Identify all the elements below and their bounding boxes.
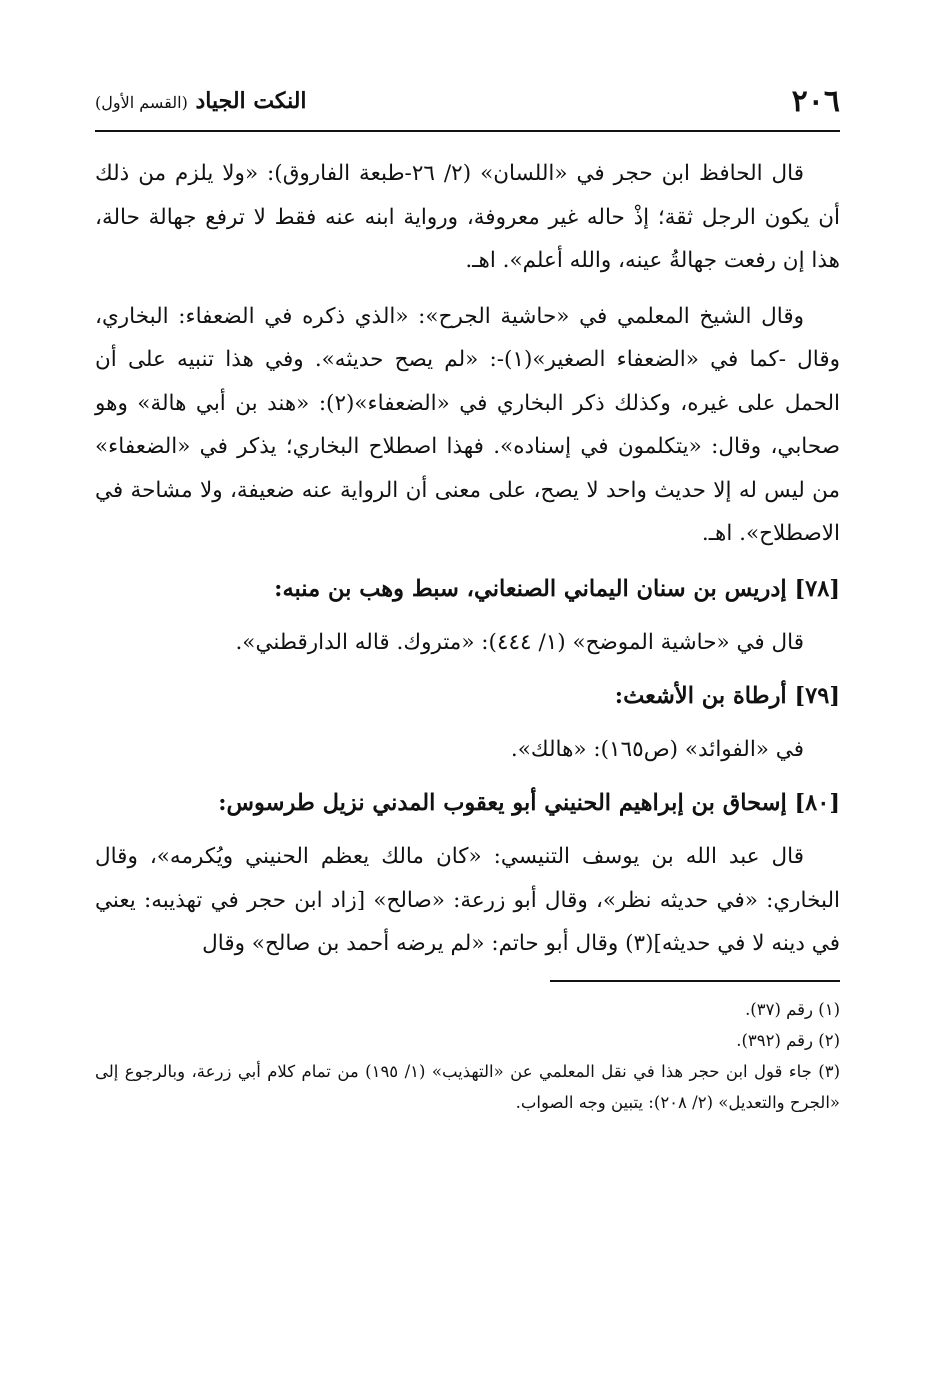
book-section: (القسم الأول) — [95, 93, 188, 112]
book-title: النكت الجياد — [195, 88, 307, 114]
entry-heading-79: [٧٩] أرطاة بن الأشعث: — [614, 682, 840, 709]
page-body — [95, 152, 840, 966]
page-header — [95, 80, 840, 132]
entry-text-79: في «الفوائد» (ص١٦٥): «هالك». — [510, 737, 804, 762]
entry-text-80: قال عبد الله بن يوسف التنيسي: «كان مالك يعظم الحنيني ويُكرمه»، وقال البخاري: «في حديثه نظر»، وقال أبو زرعة: «صالح» [زاد ابن حجر في تهذيبه: يعني في دينه لا في حديثه](٣) وقال أبو حاتم: «لم يرضه أحمد بن صالح» وقال — [95, 844, 840, 956]
entry-heading-80: [٨٠] إسحاق بن إبراهيم الحنيني أبو يعقوب المدني نزيل طرسوس: — [218, 789, 840, 816]
paragraph-muallimi-quote: وقال الشيخ المعلمي في «حاشية الجرح»: «الذي ذكره في الضعفاء: البخاري، وقال -كما في «الضعفاء الصغير»(١)-: «لم يصح حديثه». وفي هذا تنبيه على أن الحمل على غيره، وكذلك ذكر البخاري في «الضعفاء»(٢): «هند بن أبي هالة» وهو صحابي، وقال: «يتكلمون في إسناده». فهذا اصطلاح البخاري؛ يذكر في «الضعفاء» من ليس له إلا حديث واحد لا يصح، على معنى أن الرواية عنه ضعيفة، ولا مشاحة في الاصطلاح». اهـ. — [95, 303, 841, 546]
footnotes — [95, 994, 840, 1118]
entry-heading-78: [٧٨] إدريس بن سنان اليماني الصنعاني، سبط وهب بن منبه: — [274, 575, 840, 602]
footnote-1: (١) رقم (٣٧). — [745, 999, 840, 1019]
footnote-3: (٣) جاء قول ابن حجر هذا في نقل المعلمي عن «التهذيب» (١/ ١٩٥) من تمام كلام أبي زرعة، وبالرجوع إلى «الجرح والتعديل» (٢/ ٢٠٨): يتبين وجه الصواب. — [95, 1061, 841, 1112]
footnote-divider — [550, 980, 840, 982]
paragraph-ibn-hajar-quote: قال الحافظ ابن حجر في «اللسان» (٢/ ٢٦-طبعة الفاروق): «ولا يلزم من ذلك أن يكون الرجل ثقة؛ إذْ حاله غير معروفة، ورواية ابنه عنه فقط لا ترفع جهالة حالة، هذا إن رفعت جهالةُ عينه، والله أعلم». اهـ. — [95, 161, 840, 273]
entry-text-78: قال في «حاشية الموضح» (١/ ٤٤٤): «متروك. قاله الدارقطني». — [235, 630, 804, 655]
running-title — [95, 88, 307, 114]
page-number: ٢٠٦ — [791, 84, 840, 119]
footnote-2: (٢) رقم (٣٩٢). — [736, 1030, 840, 1050]
book-page — [95, 80, 840, 1118]
